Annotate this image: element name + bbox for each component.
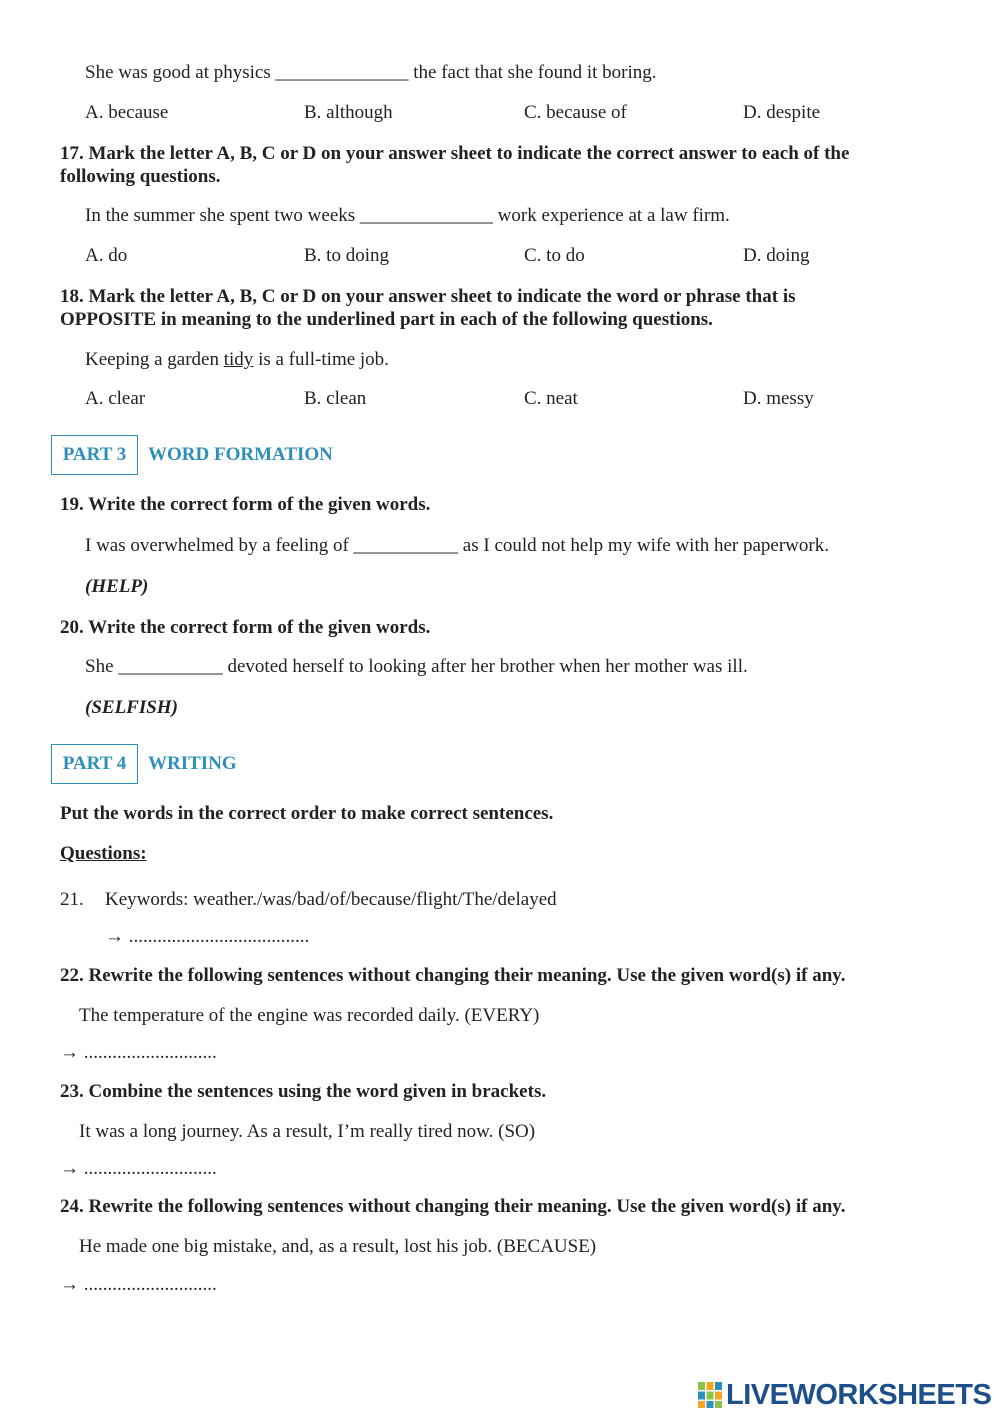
q23-sentence: It was a long journey. As a result, I’m really tired now. (SO) [79, 1121, 536, 1142]
q17-instruction-line1: 17. Mark the letter A, B, C or D on your answer sheet to indicate the correct answer to each of the [60, 143, 850, 164]
q18-instruction-line2: OPPOSITE in meaning to the underlined part in each of the following questions. [60, 309, 713, 330]
q18-instruction-line1: 18. Mark the letter A, B, C or D on your answer sheet to indicate the word or phrase that is [60, 286, 796, 307]
q19-instruction: 19. Write the correct form of the given words. [60, 494, 431, 515]
part4-label: PART 4 [62, 753, 127, 774]
q17-sentence: In the summer she spent two weeks ______________ work experience at a law firm. [85, 205, 730, 226]
part3-label-box [51, 435, 138, 475]
questions-label: Questions: [60, 843, 147, 864]
q18-option-b[interactable]: B. clean [304, 388, 367, 409]
q19-sentence: I was overwhelmed by a feeling of ___________ as I could not help my wife with her paperwork. [85, 535, 829, 556]
q21-number: 21. [60, 889, 84, 910]
q23-instruction: 23. Combine the sentences using the word given in brackets. [60, 1081, 547, 1102]
q22-answer-line[interactable]: → ............................ [60, 1042, 217, 1063]
part3-title: WORD FORMATION [148, 444, 333, 465]
liveworksheets-logo-icon [697, 1381, 723, 1409]
q20-instruction: 20. Write the correct form of the given words. [60, 617, 431, 638]
q21-keywords: Keywords: weather./was/bad/of/because/flight/The/delayed [105, 889, 557, 910]
q16-option-a[interactable]: A. because [85, 102, 169, 123]
writing-instruction: Put the words in the correct order to make correct sentences. [60, 803, 554, 824]
q23-answer-line[interactable]: → ............................ [60, 1158, 217, 1179]
q18-sentence-pre: Keeping a garden [85, 349, 224, 370]
q17-instruction-line2: following questions. [60, 166, 221, 187]
q18-option-d[interactable]: D. messy [743, 388, 814, 409]
q16-option-c[interactable]: C. because of [524, 102, 627, 123]
q19-keyword: (HELP) [85, 576, 149, 597]
q17-option-b[interactable]: B. to doing [304, 245, 389, 266]
q24-instruction: 24. Rewrite the following sentences without changing their meaning. Use the given word(s) if any. [60, 1196, 846, 1217]
q16-option-d[interactable]: D. despite [743, 102, 821, 123]
part4-label-box [51, 744, 138, 784]
liveworksheets-logo-text: LIVEWORKSHEETS [726, 1378, 992, 1411]
q16-sentence: She was good at physics ______________ the fact that she found it boring. [85, 62, 657, 83]
q17-option-c[interactable]: C. to do [524, 245, 585, 266]
part3-label: PART 3 [62, 444, 127, 465]
q20-keyword: (SELFISH) [85, 697, 178, 718]
q18-sentence-post: is a full-time job. [253, 349, 389, 370]
q18-option-a[interactable]: A. clear [85, 388, 146, 409]
q18-sentence [85, 349, 389, 371]
q24-answer-line[interactable]: → ............................ [60, 1274, 217, 1295]
q16-option-b[interactable]: B. although [304, 102, 393, 123]
q18-underlined-word: tidy [223, 349, 254, 370]
q20-sentence: She ___________ devoted herself to looking after her brother when her mother was ill. [85, 656, 748, 677]
q22-sentence: The temperature of the engine was recorded daily. (EVERY) [79, 1005, 540, 1026]
q22-instruction: 22. Rewrite the following sentences without changing their meaning. Use the given word(s) if any. [60, 965, 846, 986]
q17-option-d[interactable]: D. doing [743, 245, 810, 266]
part4-title: WRITING [148, 753, 237, 774]
q24-sentence: He made one big mistake, and, as a result, lost his job. (BECAUSE) [79, 1236, 597, 1257]
liveworksheets-logo[interactable] [697, 1378, 991, 1412]
q21-answer-line[interactable]: → ...................................... [105, 926, 310, 947]
q18-option-c[interactable]: C. neat [524, 388, 578, 409]
q17-option-a[interactable]: A. do [85, 245, 128, 266]
